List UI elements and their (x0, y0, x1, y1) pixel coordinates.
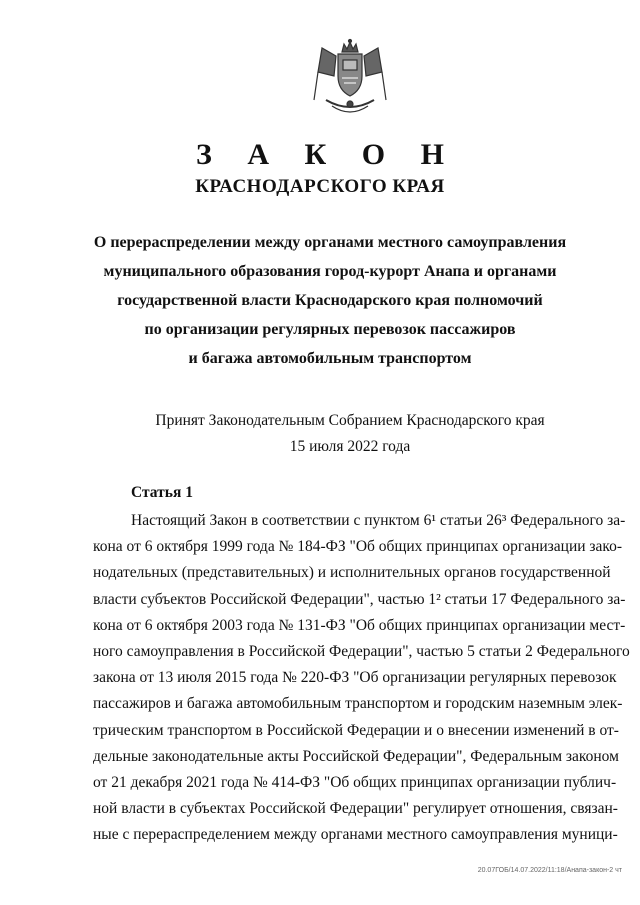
body-line: кона от 6 октября 1999 года № 184-ФЗ "Об общих принципах организации зако- (93, 538, 623, 556)
coat-of-arms-icon (312, 38, 388, 118)
body-line: ные с перераспределением между органами местного самоуправления муници- (93, 826, 618, 844)
document-type-title: З А К О Н (196, 138, 458, 171)
body-line: от 21 декабря 2021 года № 414-ФЗ "Об общих принципах организации публич- (93, 774, 617, 792)
body-line: пассажиров и багажа автомобильным транспортом и городским наземным элек- (93, 695, 623, 713)
file-reference-footer: 20.07ГОБ/14.07.2022/11:18/Анапа-закон-2 чт (477, 867, 622, 874)
adoption-date: 15 июля 2022 года (289, 438, 411, 455)
body-line: закона от 13 июля 2015 года № 220-ФЗ "Об организации регулярных перевозок (93, 669, 617, 687)
body-line: ной власти в субъектах Российской Федерации" регулирует отношения, связан- (93, 800, 618, 818)
body-line: кона от 6 октября 2003 года № 131-ФЗ "Об общих принципах организации мест- (93, 616, 626, 634)
body-line: ного самоуправления в Российской Федерации", частью 5 статьи 2 Федерального (93, 643, 630, 661)
subject-line: О перераспределении между органами местного самоуправления (93, 234, 567, 251)
adoption-note (60, 408, 640, 460)
body-line: власти субъектов Российской Федерации", частью 1² статьи 17 Федерального за- (93, 590, 626, 608)
adoption-body: Принят Законодательным Собранием Краснодарского края (155, 412, 545, 429)
issuing-region: КРАСНОДАРСКОГО КРАЯ (195, 176, 445, 197)
body-line: дельные законодательные акты Российской Федерации", Федеральным законом (93, 747, 619, 765)
article-heading: Статья 1 (131, 484, 193, 501)
body-line: нодательных (представительных) и исполнительных органов государственной (93, 564, 611, 582)
subject-line: и багажа автомобильным транспортом (188, 350, 472, 367)
subject-line: по организации регулярных перевозок пассажиров (144, 321, 516, 338)
body-line: трическим транспортом в Российской Федерации и о внесении изменений в от- (93, 721, 619, 739)
subject-line: государственной власти Краснодарского края полномочий (117, 292, 543, 309)
article-body (93, 508, 630, 849)
subject-line: муниципального образования город-курорт Анапа и органами (103, 263, 557, 280)
body-line: Настоящий Закон в соответствии с пунктом 6¹ статьи 26³ Федерального за- (131, 512, 626, 529)
law-subject-title (80, 228, 580, 373)
